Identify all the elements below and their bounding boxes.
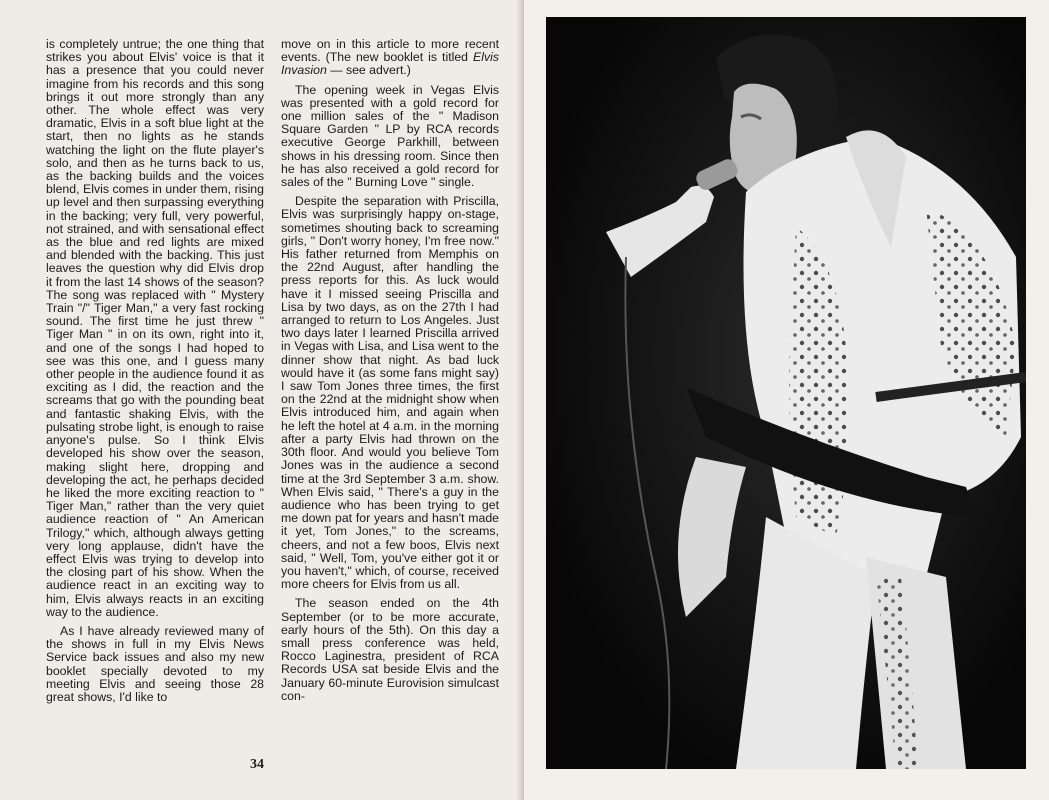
text-run: move on in this article to more recent events. (The new booklet is titled: [281, 37, 499, 65]
text-run: — see advert.): [326, 63, 411, 78]
paragraph: The season ended on the 4th September (or to be more accurate, early hours of the 5th). On this day a small press conference was held, Rocco Laginestra, president of RCA Records USA sat beside Elvis and the January 60-minute Eurovision simulcast con-: [281, 596, 499, 703]
paragraph: As I have already reviewed many of the shows in full in my Elvis News Service back issues and also my new booklet specially devoted to my meeting Elvis and seeing those 28 great shows, I'd like to: [46, 623, 264, 704]
text-column-2: [281, 38, 499, 709]
left-page: [0, 0, 524, 800]
text-column-1: [46, 38, 264, 710]
paragraph: The opening week in Vegas Elvis was presented with a gold record for one million sales of the " Madison Square Garden " LP by RCA records executive George Parkhill, between shows in his dressing room. Since then he has also received a gold record for sales of the " Burning Love " single.: [281, 82, 499, 190]
paragraph: Despite the separation with Priscilla, Elvis was surprisingly happy on-stage, sometimes shouting back to screaming girls, " Don't worry honey, I'm free now." His father returned from Memphis on the 22nd August, after handling the press reports for this. As luck would have it I missed seeing Priscilla and Lisa by two days, as on the 27th I had arranged to return to Los Angeles. Just two days later I learned Priscilla arrived in Vegas with Lisa, and Lisa went to the dinner show that night. As bad luck would have it (as some fans might say) I saw Tom Jones three times, the first on the 22nd at the midnight show when Elvis introduced him, and again when he left the hotel at 4 a.m. in the morning after a party Elvis had thrown on the 30th floor. And would you believe Tom Jones was in the audience a second time at the 3rd September 3 a.m. show. When Elvis said, " There's a guy in the audience who has been trying to get me down pat for years and hasn't made it yet, Tom Jones," to the screams, cheers, and not a few boos, Elvis next said, " Well, Tom, you've either got it or you haven't," which, of course, received more cheers for Elvis from us all.: [281, 194, 499, 592]
paragraph: is completely untrue; the one thing that strikes you about Elvis' voice is that it has a presence that you could never imagine from his records and this song brings it out more strongly than any other. The whole effect was very dramatic, Elvis in a soft blue light at the start, then no lights as he stands watching the light on the flute player's solo, and then as he turns back to us, as the backing builds and the voices blend, Elvis comes in under them, rising up level and then surpassing everything in the backing; very full, very powerful, not strained, and with sensational effect as the blue and red lights are mixed and blended with the backing. This just leaves the question why did Elvis drop it from the last 14 shows of the season? The song was replaced with " Mystery Train "/" Tiger Man," a very fast rocking sound. The first time he just threw " Tiger Man " in on its own, right into it, and one of the songs I had hoped to see was this one, and I guess many other people in the audience found it as exciting as I did, the reaction and the screams that go with the pounding beat and fantastic shaking Elvis, with the pulsating strobe light, is enough to raise anyone's pulse. So I think Elvis developed his show over the season, making slight here, dropping and developing the act, he perhaps decided he liked the more exciting reaction to " Tiger Man," rather than the very quiet audience reaction of " An American Trilogy," which, although always getting very long applause, didn't have the effect Elvis was trying to develop into the closing part of his show. When the audience react in an exciting way to him, Elvis always reacts in an exciting way to the audience.: [46, 37, 264, 619]
performer-silhouette: [546, 17, 1026, 769]
performer-photo: [546, 17, 1026, 769]
paragraph: [281, 38, 499, 78]
page-number: 34: [250, 757, 264, 772]
booklet-title: Elvis Invasion: [281, 50, 499, 78]
